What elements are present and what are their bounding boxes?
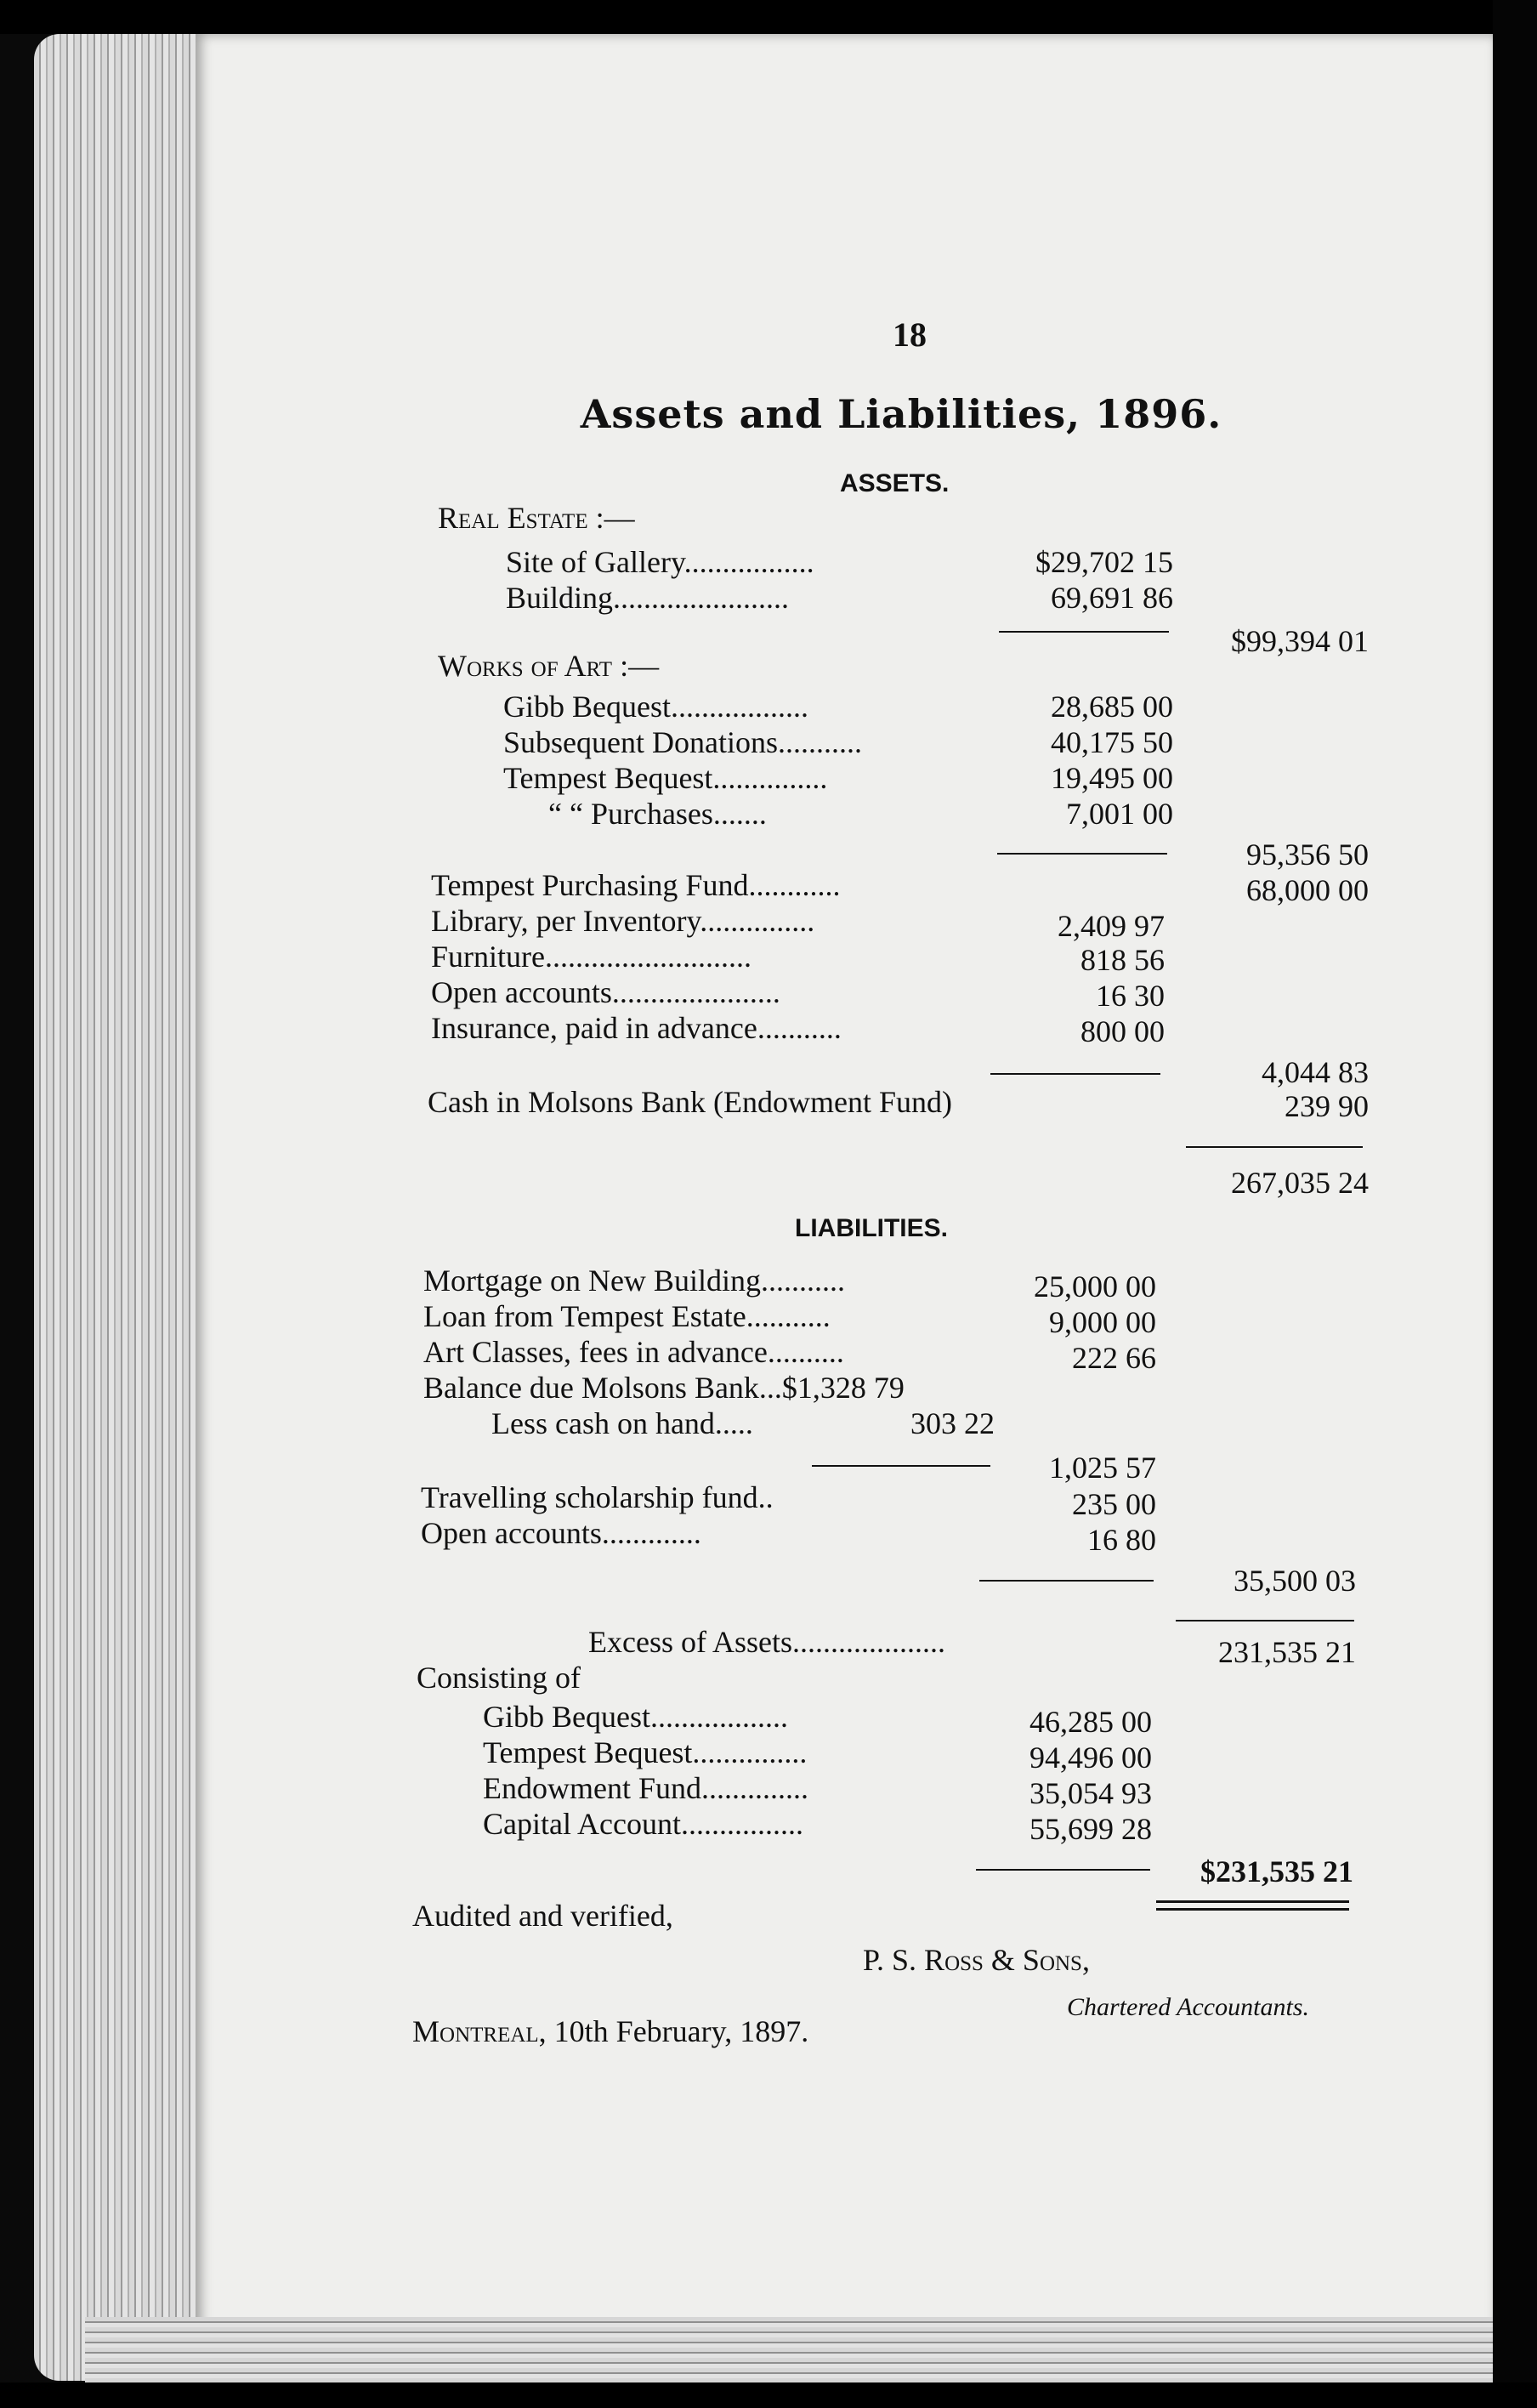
audited-text: Audited and verified,	[412, 1899, 673, 1933]
subtotal-rule	[990, 1073, 1160, 1075]
total-rule	[1186, 1146, 1363, 1148]
furniture-label: Furniture...........................	[431, 940, 751, 974]
open-accounts-label: Open accounts......................	[431, 975, 780, 1009]
open-accounts-2-value: 16 80	[1087, 1523, 1156, 1557]
donations-value: 40,175 50	[1051, 725, 1173, 759]
site-value: $29,702 15	[1035, 545, 1173, 579]
gibb-value: 28,685 00	[1051, 690, 1173, 724]
auditor-name: P. S. Ross & Sons,	[863, 1943, 1090, 1977]
subtotal-rule	[997, 853, 1167, 855]
scan-border-right	[1493, 0, 1537, 2408]
travel-value: 235 00	[1072, 1487, 1156, 1521]
book-bottom-edges	[85, 2317, 1493, 2385]
classes-label: Art Classes, fees in advance..........	[423, 1335, 844, 1369]
date-text: 10th February, 1897.	[553, 2014, 809, 2048]
misc-total: 4,044 83	[1262, 1055, 1369, 1089]
open-accounts-2-label: Open accounts.............	[421, 1516, 701, 1550]
scan-border-top	[0, 0, 1537, 34]
double-rule-bottom	[1156, 1908, 1349, 1911]
tempest-label: Tempest Bequest...............	[503, 761, 828, 795]
classes-value: 222 66	[1072, 1341, 1156, 1375]
real-estate-label: Real Estate :—	[438, 501, 635, 535]
consisting-label: Consisting of	[417, 1661, 581, 1695]
cash-label: Cash in Molsons Bank (Endowment Fund)	[428, 1085, 952, 1119]
book-page	[196, 34, 1493, 2381]
consist-capital-label: Capital Account................	[483, 1807, 803, 1841]
real-estate-total: $99,394 01	[1231, 624, 1369, 658]
building-label: Building.......................	[506, 581, 790, 615]
library-label: Library, per Inventory...............	[431, 904, 815, 938]
assets-heading: ASSETS.	[840, 469, 950, 497]
insurance-label: Insurance, paid in advance...........	[431, 1011, 842, 1045]
balance-label: Balance due Molsons Bank...$1,328 79	[423, 1371, 905, 1405]
place-city: Montreal,	[412, 2014, 547, 2048]
consist-tempest-label: Tempest Bequest...............	[483, 1735, 808, 1769]
consist-capital-value: 55,699 28	[1029, 1812, 1152, 1846]
cash-total: 239 90	[1285, 1089, 1369, 1123]
purchases-label: “ “ Purchases.......	[548, 797, 767, 831]
open-accounts-value: 16 30	[1096, 979, 1165, 1013]
loan-value: 9,000 00	[1049, 1305, 1156, 1339]
consist-endowment-value: 35,054 93	[1029, 1776, 1152, 1810]
library-value: 2,409 97	[1058, 909, 1165, 943]
building-value: 69,691 86	[1051, 581, 1173, 615]
subtotal-rule	[976, 1869, 1150, 1871]
mortgage-value: 25,000 00	[1034, 1269, 1156, 1303]
gibb-label: Gibb Bequest..................	[503, 690, 808, 724]
page-number: 18	[893, 315, 927, 354]
excess-total: 231,535 21	[1218, 1635, 1356, 1669]
travel-label: Travelling scholarship fund..	[421, 1480, 774, 1514]
purchases-value: 7,001 00	[1066, 797, 1173, 831]
consist-tempest-value: 94,496 00	[1029, 1741, 1152, 1775]
total-rule	[1176, 1620, 1354, 1621]
donations-label: Subsequent Donations...........	[503, 725, 862, 759]
fund-total: 68,000 00	[1246, 873, 1369, 907]
consist-gibb-value: 46,285 00	[1029, 1705, 1152, 1739]
assets-grand-total: 267,035 24	[1231, 1166, 1369, 1200]
works-total: 95,356 50	[1246, 838, 1369, 872]
insurance-value: 800 00	[1080, 1014, 1165, 1048]
consist-endowment-label: Endowment Fund..............	[483, 1771, 808, 1805]
liabilities-total: 35,500 03	[1234, 1564, 1356, 1598]
subtotal-rule	[979, 1580, 1154, 1582]
less-cash-label: Less cash on hand.....	[491, 1406, 753, 1440]
consist-gibb-label: Gibb Bequest..................	[483, 1700, 788, 1734]
double-rule-top	[1156, 1900, 1349, 1903]
less-cash-value: 303 22	[910, 1406, 995, 1440]
site-label: Site of Gallery.................	[506, 545, 814, 579]
works-label: Works of Art :—	[438, 649, 660, 683]
furniture-value: 818 56	[1080, 943, 1165, 977]
subtotal-rule	[812, 1465, 990, 1467]
tempest-value: 19,495 00	[1051, 761, 1173, 795]
excess-label: Excess of Assets....................	[588, 1625, 945, 1659]
final-total: $231,535 21	[1200, 1854, 1353, 1888]
loan-label: Loan from Tempest Estate...........	[423, 1299, 831, 1333]
mortgage-label: Mortgage on New Building...........	[423, 1264, 845, 1298]
fund-label: Tempest Purchasing Fund............	[431, 868, 841, 902]
page-title: Assets and Liabilities, 1896.	[580, 391, 1222, 437]
subtotal-rule	[999, 631, 1169, 633]
net-balance-value: 1,025 57	[1049, 1451, 1156, 1485]
scan-border-bottom	[0, 2382, 1537, 2408]
auditor-title: Chartered Accountants.	[1067, 1993, 1309, 2021]
book-page-edges	[34, 34, 204, 2381]
place-date	[412, 2013, 808, 2049]
liabilities-heading: LIABILITIES.	[795, 1214, 948, 1242]
